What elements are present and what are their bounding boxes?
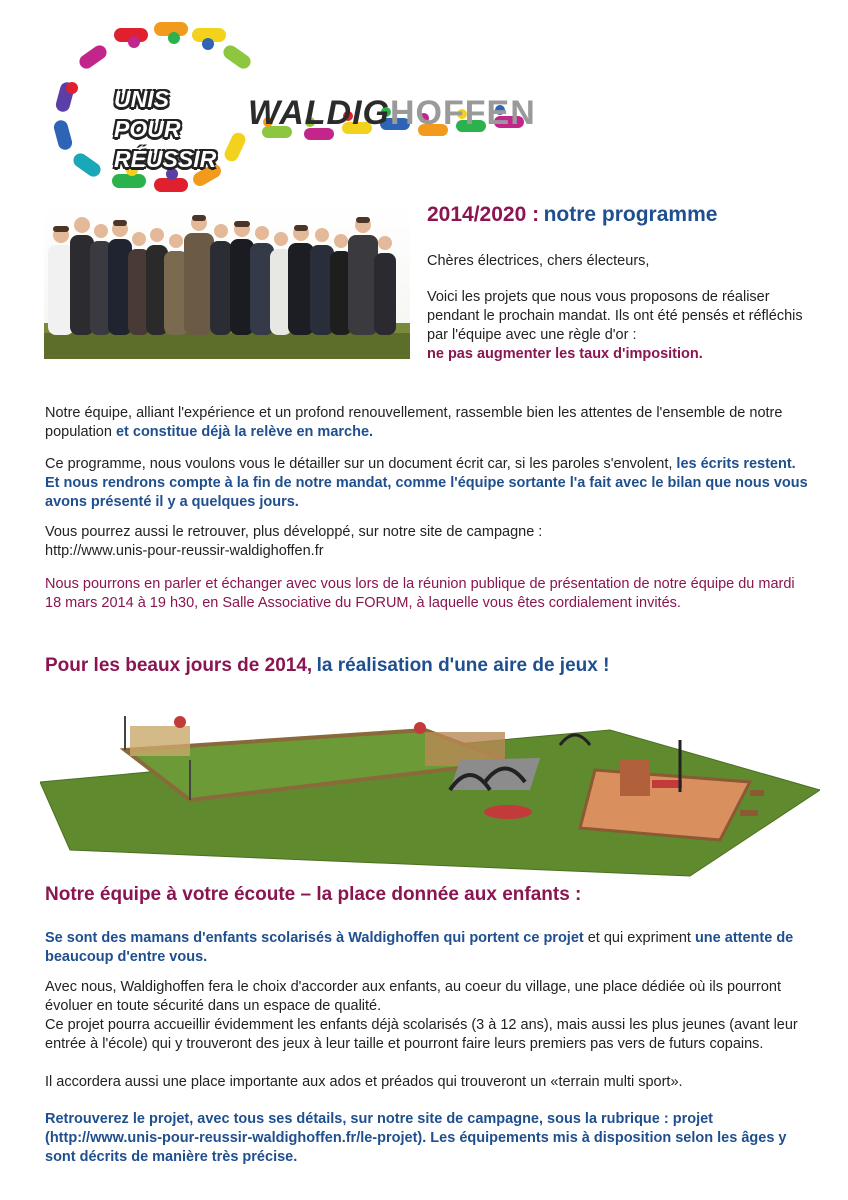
- children-section-title: Notre équipe à votre écoute – la place donnée aux enfants :: [45, 884, 582, 905]
- team-photo: [44, 205, 410, 359]
- p1-emph: et constitue déjà la relève en marche.: [115, 424, 374, 440]
- logo-line2: RÉUSSIR: [114, 146, 217, 172]
- intro-title-years: 2014/2020 :: [427, 203, 540, 226]
- children-paragraph-3: Ce projet pourra accueillir évidemment les enfants déjà scolarisés (3 à 12 ans), mais aussi les plus jeunes (avant leur entrée à l'école) qui y trouveront des jeux à leur taille et pourront faire leurs premiers pas vers de futurs copains.: [45, 1017, 798, 1052]
- tax-pledge: ne pas augmenter les taux d'imposition: [427, 346, 699, 362]
- playground-title-a: Pour les beaux jours de 2014,: [45, 655, 313, 676]
- c1-emph-b: une attente de beaucoup d'entre vous.: [45, 930, 794, 965]
- children-paragraph-2: Avec nous, Waldighoffen fera le choix d'accorder aux enfants, au coeur du village, une place dédiée où ils pourront évoluer en toute sécurité dans un espace de qualité.: [45, 979, 782, 1014]
- wordmark-dark: WALDIG: [248, 94, 390, 132]
- children-paragraph-4: Il accordera aussi une place importante aux ados et préados qui trouveront un «terrain multi sport».: [45, 1074, 683, 1090]
- intro-paragraph: [427, 288, 812, 364]
- tax-pledge-end: .: [698, 346, 703, 362]
- body-paragraph-1: [45, 404, 810, 442]
- greeting: Chères électrices, chers électeurs,: [427, 253, 650, 269]
- c1-emph-a: Se sont des mamans d'enfants scolarisés à Waldighoffen qui portent ce projet: [45, 930, 584, 946]
- intro-title-text: notre programme: [543, 203, 718, 226]
- campaign-site-link[interactable]: http://www.unis-pour-reussir-waldighoffen.fr: [45, 543, 324, 559]
- playground-title-b: la réalisation d'une aire de jeux !: [316, 655, 610, 676]
- body-paragraph-4: Nous pourrons en parler et échanger avec vous lors de la réunion publique de présentation de notre équipe du mardi 18 mars 2014 à 19 h30, en Salle Associative du FORUM, à laquelle vous êtes cordialement invités.: [45, 576, 795, 611]
- intro-title: [427, 203, 807, 227]
- p1-text: Notre équipe, alliant l'expérience et un profond renouvellement, rassemble bien les attentes de l'ensemble de notre population: [45, 405, 783, 440]
- body-paragraph-2: [45, 455, 810, 512]
- logo-line1: UNIS POUR: [114, 86, 181, 142]
- playground-title: [45, 655, 815, 677]
- c1-text: et qui expriment: [583, 930, 695, 946]
- intro-para-text: Voici les projets que nous vous proposons de réaliser pendant le prochain mandat. Ils ont été pensés et réfléchis par l'équipe avec une règle d'or :: [427, 289, 803, 343]
- logo-wordmark: [248, 94, 536, 133]
- project-link-paragraph: Retrouverez le projet, avec tous ses détails, sur notre site de campagne, sous la rubrique : projet (http://www.unis-pour-reussir-waldighoffen.fr/le-projet). Les équipements mis à disposition selon les âges y sont décrits de manière très précise.: [45, 1111, 787, 1165]
- body-paragraph-3: [45, 523, 810, 561]
- children-paragraph-1: [45, 929, 810, 967]
- logo-slogan: [114, 84, 229, 172]
- campaign-logo: [42, 18, 542, 198]
- wordmark-light: HOFFEN: [389, 94, 536, 132]
- p2-emph: les écrits restent. Et nous rendrons compte à la fin de notre mandat, comme l'équipe sortante l'a fait avec le bilan que nous vous avons présenté il y a quelques jours.: [45, 456, 808, 510]
- p2-text: Ce programme, nous voulons vous le détailler sur un document écrit car, si les paroles s'envolent,: [45, 456, 677, 472]
- p3-text: Vous pourrez aussi le retrouver, plus développé, sur notre site de campagne :: [45, 524, 543, 540]
- playground-render: [40, 700, 820, 880]
